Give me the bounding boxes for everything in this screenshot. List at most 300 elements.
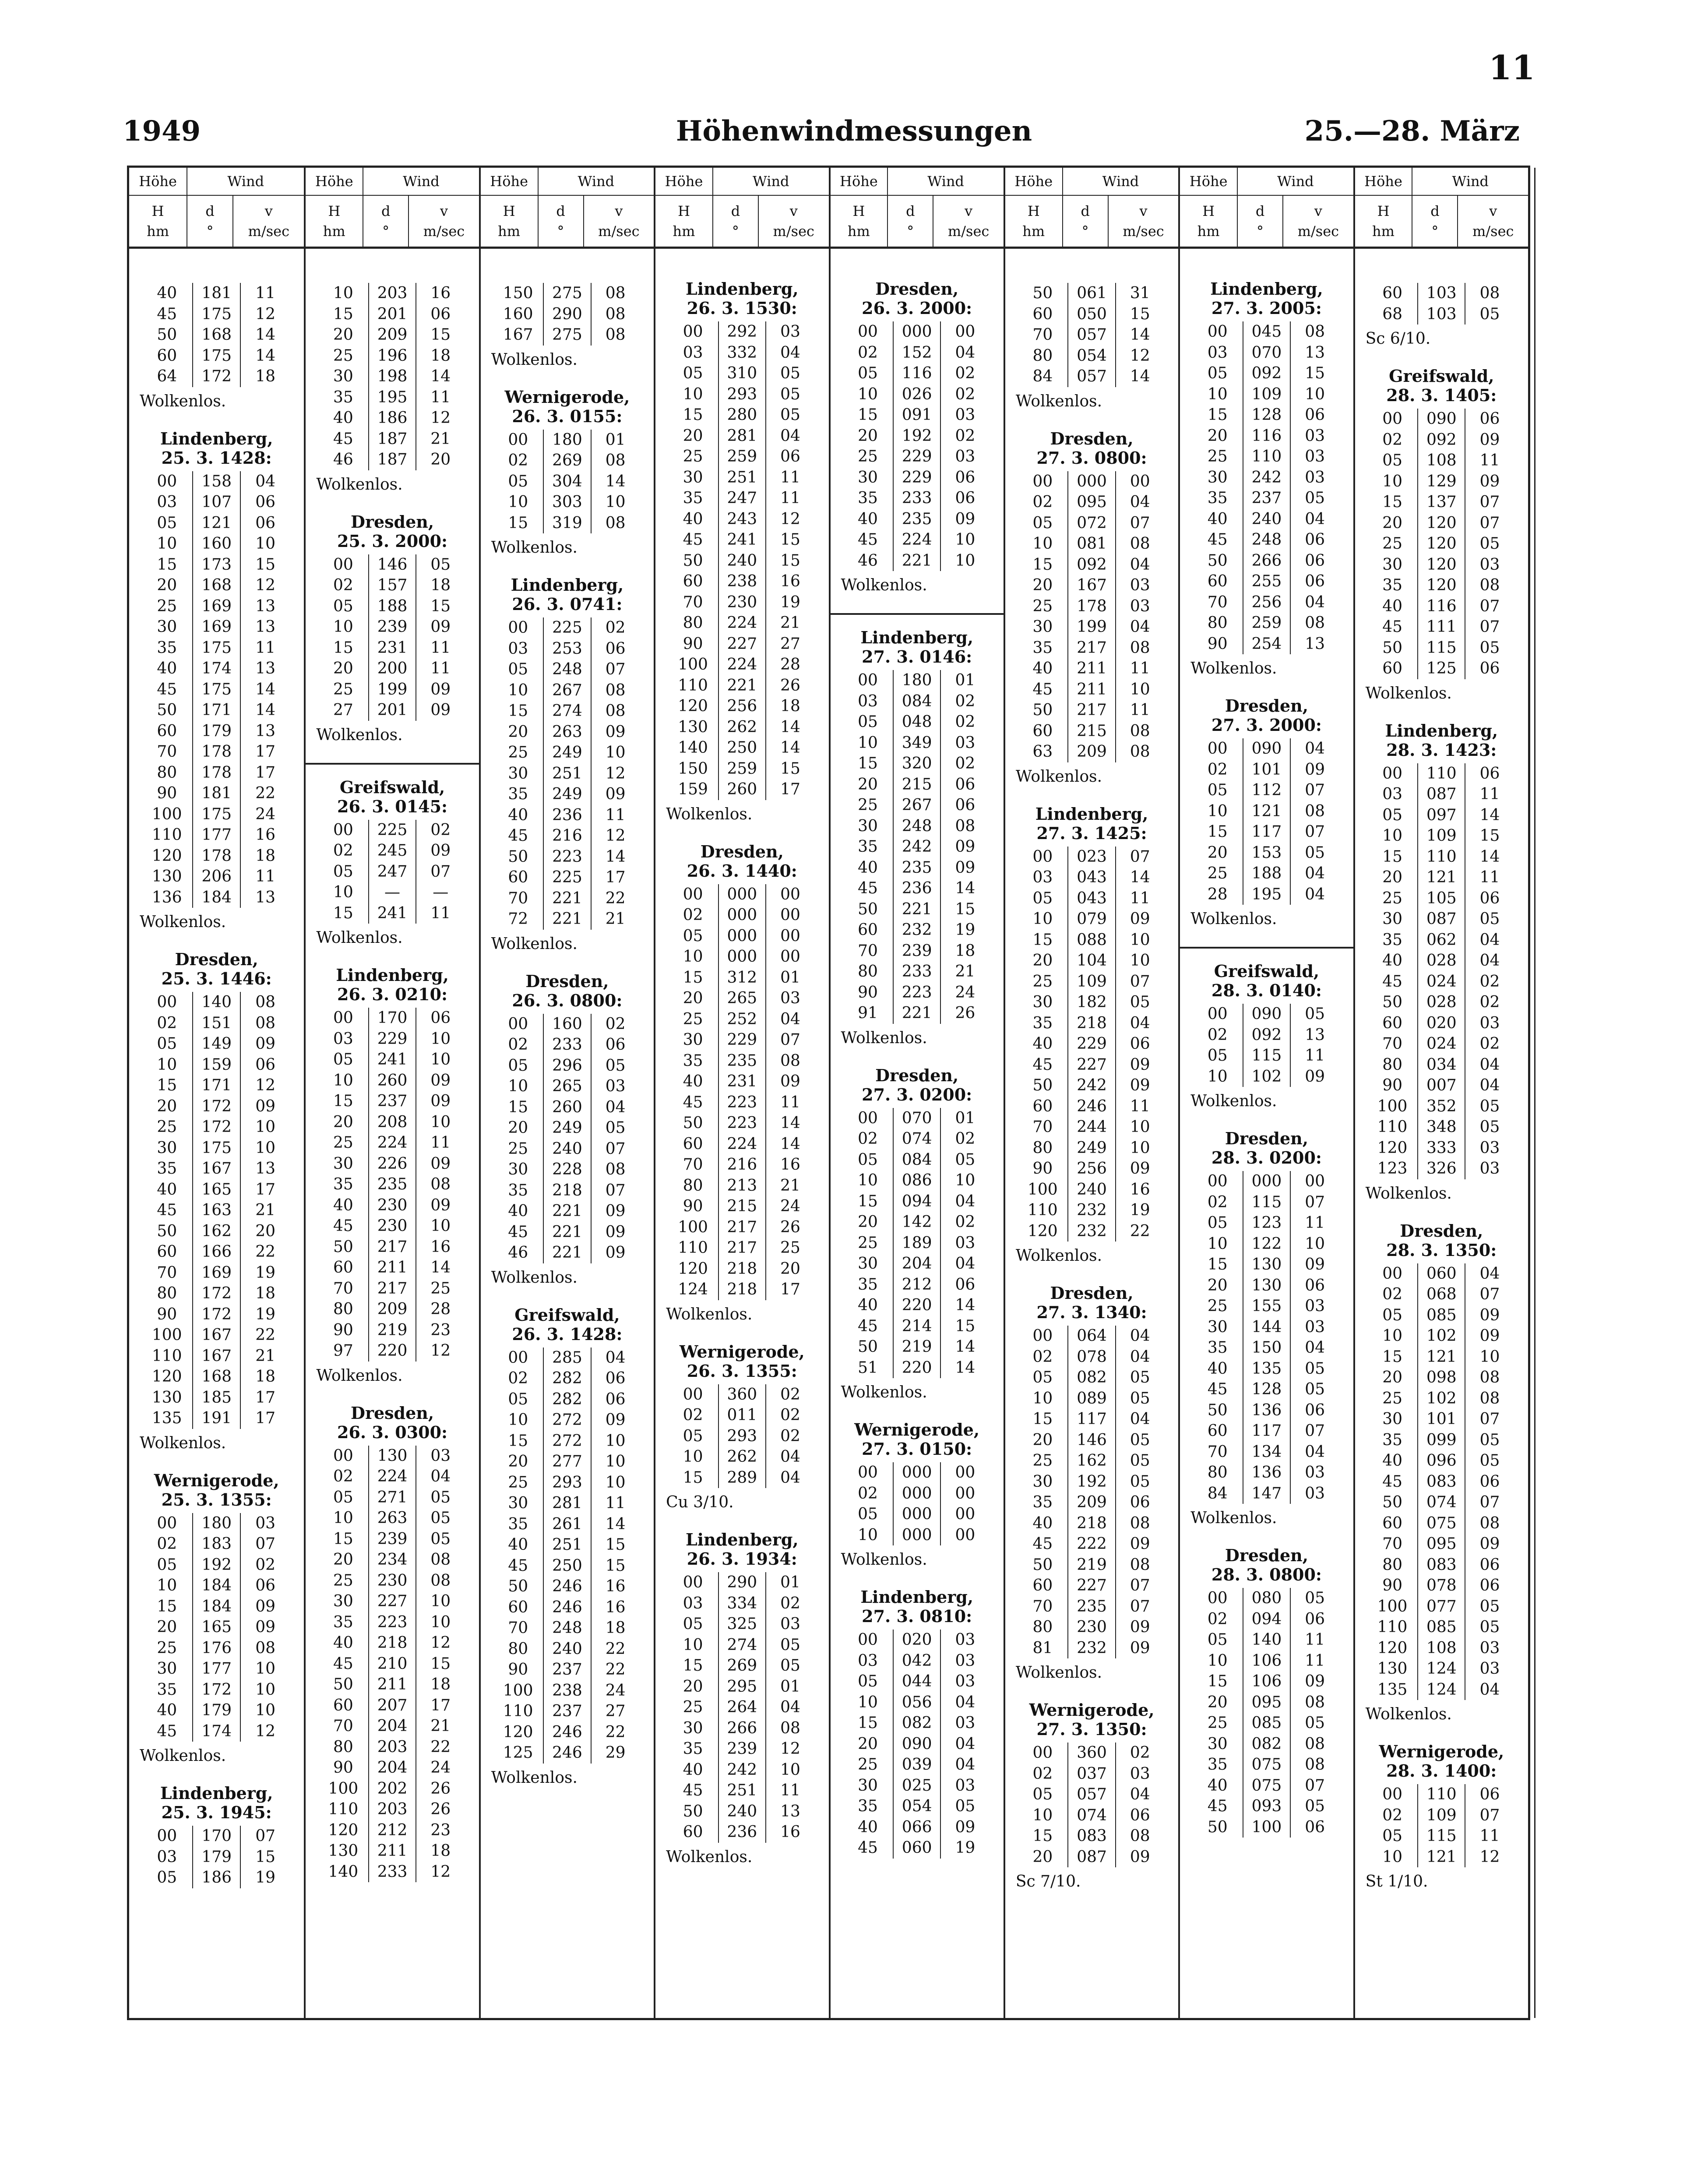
speed-value: 10: [955, 551, 975, 570]
wind-rows: [320, 820, 465, 924]
speed-value: 11: [1479, 785, 1500, 803]
header-h-unit: hm: [1197, 223, 1220, 240]
direction-value: 147: [1243, 1483, 1291, 1504]
station-heading: [838, 1587, 996, 1626]
height-value: 45: [683, 531, 703, 549]
height-value: 45: [1207, 1380, 1228, 1398]
direction-value: 184: [192, 1596, 241, 1617]
speed-value: 05: [1479, 1452, 1500, 1470]
speed-value: 03: [955, 734, 975, 752]
station-time: 25. 3. 1428:: [161, 448, 272, 468]
speed-value: 09: [1130, 1076, 1150, 1094]
direction-value: 180: [192, 1513, 241, 1534]
speed-value: 19: [955, 1839, 975, 1857]
direction-value: 266: [1243, 550, 1291, 571]
speed-value: 14: [255, 680, 275, 698]
height-value: 15: [683, 1468, 703, 1487]
column-body: [481, 249, 654, 1806]
speed-value: 19: [255, 1263, 275, 1282]
height-value: 40: [333, 1634, 353, 1652]
direction-value: 224: [368, 1466, 416, 1487]
height-value: 159: [678, 780, 708, 798]
speed-value: 31: [1130, 284, 1150, 302]
speed-value: 09: [430, 618, 451, 636]
speed-value: 17: [255, 1409, 275, 1427]
speed-value: 10: [605, 1432, 626, 1450]
height-value: 20: [1032, 952, 1053, 970]
height-value: 25: [683, 1698, 703, 1716]
direction-value: 225: [368, 820, 416, 841]
speed-value: 01: [955, 1109, 975, 1127]
speed-value: —: [433, 883, 449, 901]
direction-value: 215: [893, 774, 941, 795]
height-value: 20: [1382, 868, 1402, 886]
direction-value: 246: [543, 1743, 591, 1764]
speed-value: 04: [1479, 931, 1500, 949]
header-hohe: Höhe: [1355, 168, 1413, 196]
height-value: 15: [1207, 1672, 1228, 1690]
direction-value: 102: [1417, 1388, 1465, 1409]
height-value: 05: [1032, 1369, 1053, 1386]
height-value: 10: [1032, 1389, 1053, 1407]
height-value: 30: [683, 1719, 703, 1737]
height-value: 100: [1377, 1097, 1408, 1115]
height-value: 70: [333, 1717, 353, 1735]
direction-value: 196: [368, 346, 416, 367]
height-value: 120: [1377, 1139, 1408, 1157]
wind-rows: [845, 1108, 990, 1379]
direction-value: 153: [1243, 843, 1291, 864]
height-value: 20: [683, 989, 703, 1007]
direction-value: 066: [893, 1817, 941, 1838]
direction-value: 175: [192, 804, 241, 825]
direction-value: 167: [192, 1346, 241, 1367]
header-v-unit: m/sec: [248, 223, 289, 240]
height-value: 68: [1382, 305, 1402, 323]
height-value: 45: [683, 1093, 703, 1111]
header-v-unit: m/sec: [1472, 223, 1514, 240]
speed-value: 06: [605, 1036, 626, 1054]
header-h-unit: hm: [323, 223, 345, 240]
direction-value: 070: [1243, 342, 1291, 363]
speed-value: 10: [255, 1680, 275, 1699]
wind-rows: [1194, 1004, 1339, 1087]
direction-value: 203: [368, 283, 416, 304]
direction-value: 296: [543, 1055, 591, 1076]
height-value: 25: [1032, 1452, 1053, 1470]
height-value: 40: [508, 1202, 528, 1220]
direction-value: 121: [1417, 1847, 1465, 1868]
direction-value: 054: [1067, 346, 1116, 367]
height-value: 02: [1032, 493, 1053, 511]
speed-value: 02: [955, 755, 975, 773]
station-name: Lindenberg,: [685, 279, 799, 299]
speed-value: 08: [1130, 535, 1150, 553]
column-body: [1005, 249, 1178, 1909]
direction-value: 235: [718, 1051, 766, 1072]
header-d-label: d: [556, 203, 565, 219]
direction-value: 256: [718, 696, 766, 717]
header-v-label: v: [1139, 203, 1148, 219]
header-d-label: d: [381, 203, 391, 219]
height-value: 45: [1032, 680, 1053, 698]
speed-value: 00: [955, 1505, 975, 1523]
station-time: 26. 3. 1428:: [512, 1324, 623, 1344]
direction-value: 224: [718, 654, 766, 675]
height-value: 28: [1207, 885, 1228, 903]
height-value: 167: [503, 326, 533, 344]
direction-value: 198: [368, 366, 416, 387]
direction-value: 085: [1243, 1713, 1291, 1734]
direction-value: 226: [368, 1153, 416, 1175]
direction-value: 192: [1067, 1471, 1116, 1492]
direction-value: 275: [543, 325, 591, 346]
station-time: 27. 3. 0200:: [862, 1084, 972, 1104]
station-name: Dresden,: [175, 949, 258, 969]
sky-condition-note: Wolkenlos.: [1015, 1247, 1102, 1265]
speed-value: 05: [1305, 489, 1325, 507]
speed-value: 04: [955, 343, 975, 362]
speed-value: 21: [780, 1176, 800, 1195]
sounding-block: [1363, 283, 1520, 349]
speed-value: 05: [1130, 1369, 1150, 1386]
column-body: [306, 249, 479, 1900]
height-value: 05: [1382, 452, 1402, 469]
height-value: 90: [1382, 1076, 1402, 1094]
sky-condition-note: Sc 6/10.: [1365, 330, 1431, 348]
speed-value: 14: [955, 1296, 975, 1314]
station-name: Wernigerode,: [854, 1420, 980, 1439]
speed-value: 10: [255, 535, 275, 553]
height-value: 00: [1207, 1172, 1228, 1190]
speed-value: 09: [1130, 1055, 1150, 1074]
station-name: Dresden,: [350, 1403, 434, 1423]
speed-value: 06: [1305, 1276, 1325, 1295]
column-header: [655, 168, 828, 249]
direction-value: 056: [893, 1692, 941, 1713]
height-value: 02: [858, 343, 878, 362]
direction-value: 168: [192, 325, 241, 346]
wind-rows: [1369, 763, 1514, 1179]
header-d: [539, 196, 584, 247]
speed-value: 11: [430, 638, 451, 657]
height-value: 35: [1382, 931, 1402, 949]
height-value: 05: [157, 1556, 177, 1574]
height-value: 25: [683, 448, 703, 466]
column-body: [129, 249, 304, 1906]
height-value: 25: [858, 448, 878, 466]
direction-value: 191: [192, 1408, 241, 1429]
speed-value: 14: [430, 367, 451, 385]
speed-value: 04: [430, 1467, 451, 1485]
speed-value: 09: [430, 842, 451, 860]
speed-value: 10: [605, 1473, 626, 1492]
station-heading: [838, 279, 996, 318]
height-value: 40: [1382, 597, 1402, 615]
station-time: 28. 3. 0200:: [1211, 1148, 1322, 1168]
height-value: 25: [858, 1756, 878, 1774]
speed-value: 04: [1130, 1014, 1150, 1032]
sky-condition-note: Wolkenlos.: [1015, 392, 1102, 410]
speed-value: 09: [605, 723, 626, 741]
height-value: 05: [157, 514, 177, 532]
speed-value: 06: [1479, 889, 1500, 907]
speed-value: 22: [1130, 1222, 1150, 1240]
speed-value: 08: [430, 1175, 451, 1193]
direction-value: 172: [192, 1679, 241, 1700]
speed-value: 08: [1130, 743, 1150, 761]
direction-value: 285: [543, 1348, 591, 1369]
speed-value: 11: [605, 1494, 626, 1512]
sounding-block: [313, 1404, 471, 1883]
speed-value: 06: [1479, 1785, 1500, 1803]
height-value: 120: [678, 1259, 708, 1278]
height-value: 10: [1032, 910, 1053, 928]
height-value: 25: [1382, 889, 1402, 907]
direction-value: 136: [1243, 1462, 1291, 1483]
sky-condition-note: Wolkenlos.: [1365, 1705, 1452, 1723]
direction-value: 241: [368, 1049, 416, 1070]
direction-value: 202: [368, 1778, 416, 1799]
height-value: 00: [858, 1464, 878, 1482]
height-value: 45: [1382, 618, 1402, 636]
speed-value: 06: [1305, 1818, 1325, 1836]
header-d: [1238, 196, 1283, 247]
header-h: [831, 196, 888, 247]
speed-value: 07: [430, 862, 451, 881]
height-value: 45: [858, 879, 878, 897]
speed-value: 07: [1305, 1422, 1325, 1440]
speed-value: 09: [255, 1097, 275, 1115]
height-value: 20: [683, 1677, 703, 1696]
speed-value: 00: [780, 927, 800, 945]
height-value: 35: [683, 489, 703, 507]
speed-value: 08: [1130, 638, 1150, 657]
speed-value: 09: [1130, 910, 1150, 928]
speed-value: 04: [1479, 1264, 1500, 1283]
direction-value: 333: [1417, 1138, 1465, 1159]
speed-value: 08: [1130, 722, 1150, 740]
height-value: 30: [858, 1776, 878, 1795]
speed-value: 03: [1479, 1660, 1500, 1678]
height-value: 05: [508, 1056, 528, 1075]
speed-value: 15: [955, 1317, 975, 1335]
wind-rows: [1369, 409, 1514, 679]
speed-value: 28: [430, 1300, 451, 1318]
speed-value: 15: [430, 326, 451, 344]
direction-value: 116: [1243, 426, 1291, 447]
direction-value: 242: [1067, 1075, 1116, 1096]
height-value: 15: [333, 1092, 353, 1110]
wind-rows: [1019, 471, 1164, 762]
speed-value: 09: [1305, 1067, 1325, 1086]
sounding-block: [1013, 1284, 1170, 1683]
direction-value: 102: [1417, 1326, 1465, 1347]
height-value: 15: [683, 1657, 703, 1675]
station-name: Dresden,: [1225, 1129, 1309, 1148]
height-value: 20: [858, 775, 878, 794]
direction-value: 152: [893, 342, 941, 363]
height-value: 45: [683, 1781, 703, 1799]
direction-value: 221: [718, 675, 766, 696]
station-name: Dresden,: [1225, 696, 1309, 716]
height-value: 40: [508, 1536, 528, 1554]
direction-value: 269: [543, 450, 591, 471]
speed-value: 03: [1305, 448, 1325, 466]
speed-value: 05: [605, 1056, 626, 1075]
speed-value: 05: [1305, 1005, 1325, 1023]
speed-value: 25: [430, 1279, 451, 1298]
speed-value: 27: [780, 635, 800, 653]
speed-value: 04: [955, 1255, 975, 1273]
direction-value: 218: [718, 1279, 766, 1300]
direction-value: 237: [543, 1659, 591, 1680]
sky-condition-note: Wolkenlos.: [1015, 1664, 1102, 1682]
height-value: 05: [858, 364, 878, 382]
direction-value: 062: [1417, 930, 1465, 951]
height-value: 25: [1032, 597, 1053, 615]
height-value: 02: [157, 1535, 177, 1553]
direction-value: 096: [1417, 1450, 1465, 1471]
direction-value: 255: [1243, 571, 1291, 592]
header-h-unit: hm: [147, 223, 169, 240]
column-header: [481, 168, 654, 249]
speed-value: 03: [955, 1234, 975, 1252]
direction-value: 233: [893, 961, 941, 982]
height-value: 00: [858, 1631, 878, 1649]
height-value: 135: [1377, 1680, 1408, 1699]
speed-value: 11: [255, 638, 275, 657]
speed-value: 07: [1479, 1493, 1500, 1511]
height-value: 70: [1207, 593, 1228, 611]
direction-value: 094: [893, 1191, 941, 1212]
speed-value: 08: [1305, 614, 1325, 632]
direction-value: 230: [1067, 1617, 1116, 1638]
speed-value: 14: [255, 326, 275, 344]
header-h: [1355, 196, 1413, 247]
column-header: [306, 168, 479, 249]
height-value: 70: [1032, 326, 1053, 344]
height-value: 05: [333, 1488, 353, 1506]
header-hohe: Höhe: [1180, 168, 1238, 196]
speed-value: 03: [955, 1631, 975, 1649]
speed-value: 24: [780, 1197, 800, 1215]
height-value: 80: [157, 763, 177, 782]
direction-value: 232: [1067, 1200, 1116, 1221]
height-value: 03: [683, 343, 703, 362]
direction-value: 060: [1417, 1263, 1465, 1284]
header-d-unit: °: [557, 223, 564, 240]
height-value: 05: [508, 1390, 528, 1408]
station-time: 26. 3. 0300:: [337, 1422, 448, 1442]
speed-value: 07: [1479, 1285, 1500, 1303]
header-d: [187, 196, 233, 247]
direction-value: 256: [1067, 1158, 1116, 1179]
height-value: 30: [1032, 618, 1053, 636]
height-value: 02: [1382, 1806, 1402, 1824]
height-value: 100: [678, 656, 708, 674]
height-value: 10: [508, 681, 528, 699]
station-name: Lindenberg,: [685, 1530, 799, 1549]
speed-value: 09: [1130, 1848, 1150, 1866]
direction-value: 000: [893, 1525, 941, 1546]
height-value: 10: [508, 1077, 528, 1095]
direction-value: 169: [192, 596, 241, 617]
height-value: 90: [333, 1321, 353, 1339]
speed-value: 03: [1305, 1464, 1325, 1482]
height-value: 70: [683, 593, 703, 611]
direction-value: 028: [1417, 992, 1465, 1013]
height-value: 25: [157, 1639, 177, 1657]
height-value: 00: [157, 472, 177, 490]
direction-value: 079: [1067, 909, 1116, 930]
height-value: 00: [333, 1009, 353, 1027]
speed-value: 04: [605, 1348, 626, 1367]
sounding-block: [137, 429, 296, 933]
speed-value: 11: [1130, 701, 1150, 719]
speed-value: 18: [955, 942, 975, 960]
direction-value: 241: [718, 529, 766, 550]
speed-value: 17: [255, 763, 275, 782]
height-value: 20: [1207, 427, 1228, 445]
direction-value: 037: [1067, 1764, 1116, 1785]
height-value: 15: [508, 1098, 528, 1116]
direction-value: 218: [1067, 1513, 1116, 1534]
speed-value: 11: [1130, 1097, 1150, 1115]
direction-value: 110: [1417, 763, 1465, 784]
station-time: 26. 3. 1934:: [687, 1549, 797, 1569]
direction-value: 095: [1067, 492, 1116, 513]
direction-value: 235: [893, 857, 941, 878]
speed-value: 07: [1305, 781, 1325, 799]
speed-value: 04: [780, 1448, 800, 1466]
direction-value: 229: [368, 1029, 416, 1050]
speed-value: 09: [1305, 760, 1325, 779]
direction-value: 240: [718, 1801, 766, 1822]
station-time: 26. 3. 2000:: [862, 298, 972, 318]
speed-value: 10: [255, 1139, 275, 1157]
speed-value: 05: [780, 406, 800, 424]
direction-value: 087: [1417, 784, 1465, 805]
block-divider: [831, 613, 1004, 615]
direction-value: 229: [893, 467, 941, 488]
direction-value: 216: [543, 825, 591, 847]
height-value: 150: [503, 284, 533, 302]
speed-value: 07: [1479, 1806, 1500, 1824]
direction-value: 103: [1417, 304, 1465, 325]
height-value: 40: [157, 1180, 177, 1199]
speed-value: 04: [780, 427, 800, 445]
height-value: 140: [678, 739, 708, 757]
direction-value: 000: [718, 946, 766, 967]
speed-value: 03: [1130, 1764, 1150, 1783]
height-value: 46: [508, 1244, 528, 1262]
wind-rows: [495, 1348, 640, 1764]
speed-value: 13: [255, 618, 275, 636]
direction-value: 167: [1067, 575, 1116, 596]
speed-value: 07: [605, 660, 626, 678]
speed-value: 06: [1305, 572, 1325, 590]
direction-value: 240: [1067, 1179, 1116, 1200]
station-heading: [663, 1342, 821, 1381]
height-value: 30: [858, 1255, 878, 1273]
direction-value: 251: [543, 763, 591, 784]
direction-value: 135: [1243, 1358, 1291, 1379]
header-v-label: v: [965, 203, 973, 219]
height-value: 45: [858, 1317, 878, 1335]
speed-value: 07: [255, 1535, 275, 1553]
speed-value: 18: [430, 1676, 451, 1693]
